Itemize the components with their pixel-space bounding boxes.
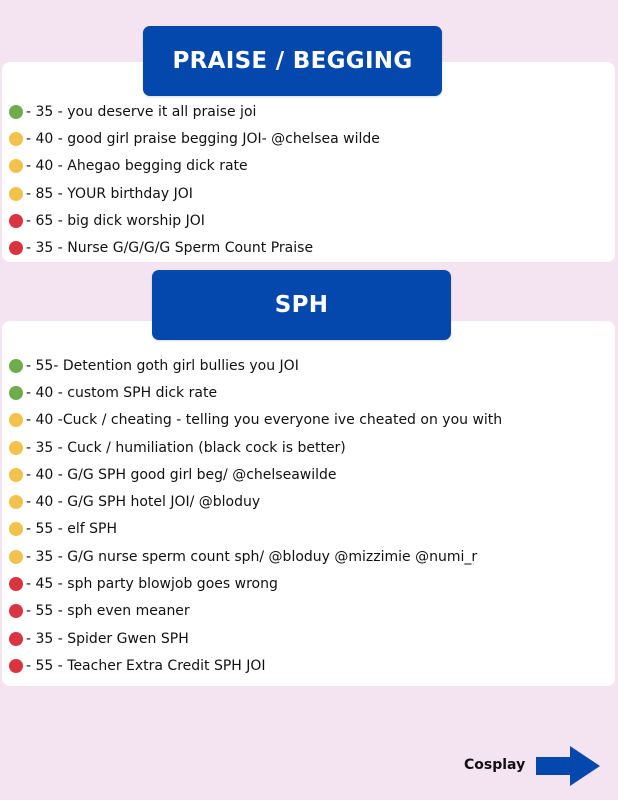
status-dot-icon: [9, 386, 23, 400]
list-item: [0, 125, 380, 152]
list-item: [0, 98, 380, 125]
section-header-praise-begging: PRAISE / BEGGING: [143, 26, 442, 96]
list-item: [0, 434, 502, 461]
item-text: - 55 - elf SPH: [26, 521, 118, 538]
item-text: - 40 - G/G SPH good girl beg/ @chelseawilde: [26, 466, 337, 483]
status-dot-icon: [9, 105, 23, 119]
list-item: [0, 407, 502, 434]
arrow-right-icon[interactable]: [536, 746, 600, 786]
item-text: - 35 - Nurse G/G/G/G Sperm Count Praise: [26, 240, 314, 257]
list-item: [0, 153, 380, 180]
list-item: [0, 234, 380, 261]
list-item: [0, 652, 502, 679]
item-text: - 40 - good girl praise begging JOI- @chelsea wilde: [26, 130, 380, 147]
item-text: - 40 - G/G SPH hotel JOI/ @bloduy: [26, 494, 261, 511]
list-item: [0, 180, 380, 207]
list-item: [0, 207, 380, 234]
item-text: - 40 - custom SPH dick rate: [26, 384, 218, 401]
status-dot-icon: [9, 632, 23, 646]
list-item: [0, 516, 502, 543]
status-dot-icon: [9, 522, 23, 536]
status-dot-icon: [9, 132, 23, 146]
item-text: - 55- Detention goth girl bullies you JOI: [26, 357, 299, 374]
list-item: [0, 461, 502, 488]
item-text: - 85 - YOUR birthday JOI: [26, 185, 193, 202]
item-text: - 35 - G/G nurse sperm count sph/ @bloduy @mizzimie @numi_r: [26, 548, 478, 565]
status-dot-icon: [9, 495, 23, 509]
item-text: - 55 - sph even meaner: [26, 603, 190, 620]
list-item: [0, 598, 502, 625]
status-dot-icon: [9, 441, 23, 455]
status-dot-icon: [9, 659, 23, 673]
next-page-link[interactable]: Cosplay: [464, 757, 526, 773]
list-item: [0, 570, 502, 597]
sph-list: [0, 352, 502, 680]
item-text: - 35 - Cuck / humiliation (black cock is better): [26, 439, 346, 456]
status-dot-icon: [9, 413, 23, 427]
status-dot-icon: [9, 187, 23, 201]
list-item: [0, 352, 502, 379]
status-dot-icon: [9, 159, 23, 173]
item-text: - 65 - big dick worship JOI: [26, 212, 205, 229]
status-dot-icon: [9, 359, 23, 373]
list-item: [0, 488, 502, 515]
status-dot-icon: [9, 241, 23, 255]
list-item: [0, 543, 502, 570]
section-header-sph: SPH: [152, 270, 451, 340]
status-dot-icon: [9, 214, 23, 228]
item-text: - 45 - sph party blowjob goes wrong: [26, 576, 278, 593]
item-text: - 35 - Spider Gwen SPH: [26, 630, 189, 647]
item-text: - 55 - Teacher Extra Credit SPH JOI: [26, 657, 266, 674]
list-item: [0, 625, 502, 652]
item-text: - 35 - you deserve it all praise joi: [26, 103, 257, 120]
list-item: [0, 379, 502, 406]
item-text: - 40 -Cuck / cheating - telling you everyone ive cheated on you with: [26, 412, 503, 429]
status-dot-icon: [9, 468, 23, 482]
status-dot-icon: [9, 604, 23, 618]
status-dot-icon: [9, 577, 23, 591]
status-dot-icon: [9, 550, 23, 564]
item-text: - 40 - Ahegao begging dick rate: [26, 158, 248, 175]
praise-begging-list: [0, 98, 380, 262]
